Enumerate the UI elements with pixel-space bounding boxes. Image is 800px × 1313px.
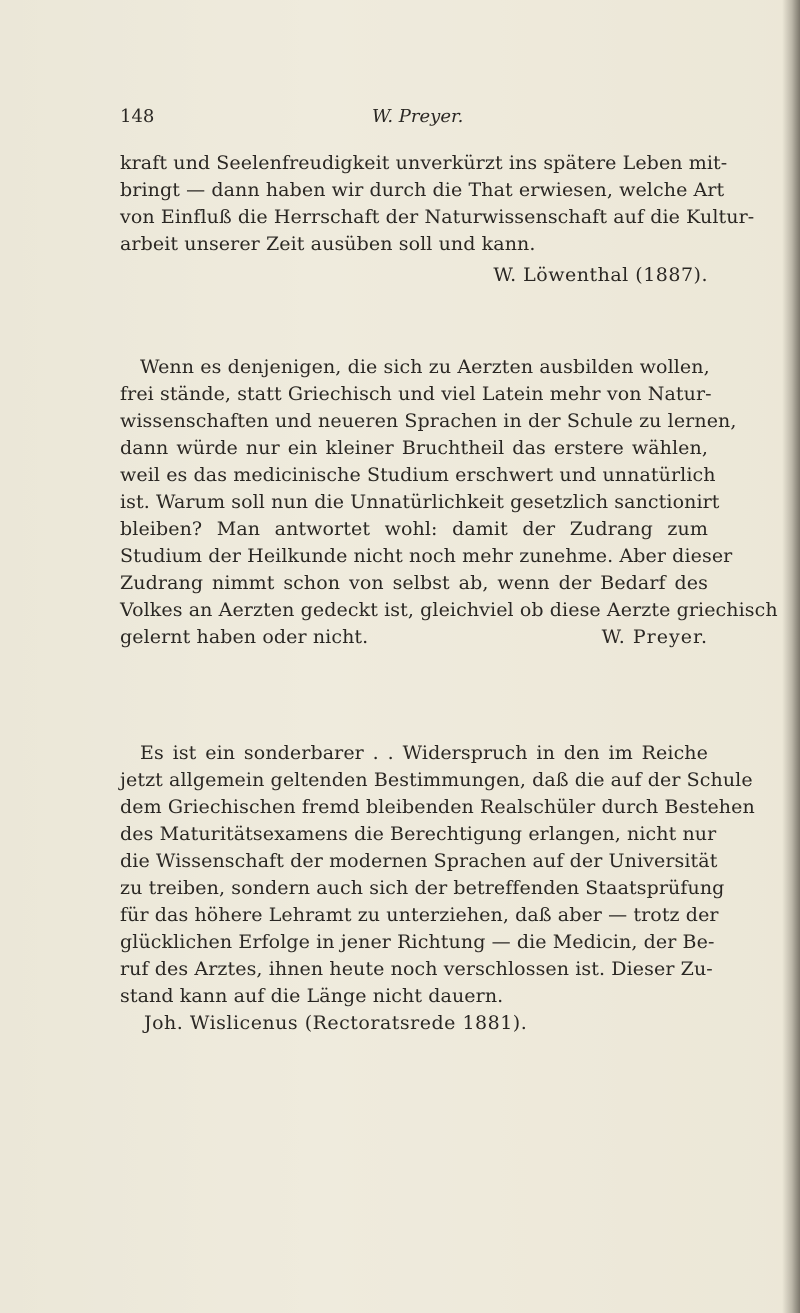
text-line: bleiben? Man antwortet wohl: damit der Zudrang zum (120, 518, 708, 540)
text-line: Studium der Heilkunde nicht noch mehr zunehme. Aber dieser (120, 545, 733, 567)
quote-lowenthal (120, 150, 755, 289)
text-line: ist. Warum soll nun die Unnatürlichkeit gesetzlich sanctionirt (120, 491, 720, 513)
quote-wislicenus (120, 740, 755, 1037)
quote-signature: Joh. Wislicenus (Rectoratsrede 1881). (144, 1012, 528, 1034)
text-line: jetzt allgemein geltenden Bestimmungen, daß die auf der Schule (120, 769, 753, 791)
text-line: Es ist ein sonderbarer . . Widerspruch in den im Reiche (140, 742, 708, 764)
page-edge-shadow (782, 0, 800, 1313)
page-header (120, 106, 700, 136)
text-line: weil es das medicinische Studium erschwert und unnatürlich (120, 464, 716, 486)
text-line: ruf des Arztes, ihnen heute noch verschlossen ist. Dieser Zu- (120, 958, 713, 980)
text-line: zu treiben, sondern auch sich der betreffenden Staatsprüfung (120, 877, 725, 899)
text-line: frei stände, statt Griechisch und viel Latein mehr von Natur- (120, 383, 712, 405)
text-line: bringt — dann haben wir durch die That erwiesen, welche Art (120, 179, 725, 201)
text-line: die Wissenschaft der modernen Sprachen auf der Universität (120, 850, 718, 872)
text-line: für das höhere Lehramt zu unterziehen, daß aber — trotz der (120, 904, 719, 926)
text-line: glücklichen Erfolge in jener Richtung — die Medicin, der Be- (120, 931, 715, 953)
quote-preyer (120, 354, 778, 651)
last-line-text: gelernt haben oder nicht. (120, 626, 369, 648)
text-line: dem Griechischen fremd bleibenden Realschüler durch Bestehen (120, 796, 755, 818)
text-line (120, 624, 708, 651)
text-line: arbeit unserer Zeit ausüben soll und kann. (120, 233, 536, 255)
text-line: von Einfluß die Herrschaft der Naturwissenschaft auf die Kultur- (120, 206, 755, 228)
text-line: Wenn es denjenigen, die sich zu Aerzten ausbilden wollen, (140, 356, 710, 378)
text-line: des Maturitätsexamens die Berechtigung erlangen, nicht nur (120, 823, 717, 845)
text-line: stand kann auf die Länge nicht dauern. (120, 985, 504, 1007)
text-line: dann würde nur ein kleiner Bruchtheil das erstere wählen, (120, 437, 708, 459)
quote-signature: W. Preyer. (601, 626, 708, 648)
text-line: kraft und Seelenfreudigkeit unverkürzt ins spätere Leben mit- (120, 152, 728, 174)
text-line: wissenschaften und neueren Sprachen in der Schule zu lernen, (120, 410, 737, 432)
running-head: W. Preyer. (372, 106, 464, 127)
quote-signature: W. Löwenthal (1887). (493, 264, 708, 286)
page-number: 148 (120, 106, 155, 127)
text-line: Zudrang nimmt schon von selbst ab, wenn der Bedarf des (120, 572, 708, 594)
text-line: Volkes an Aerzten gedeckt ist, gleichviel ob diese Aerzte griechisch (120, 599, 778, 621)
